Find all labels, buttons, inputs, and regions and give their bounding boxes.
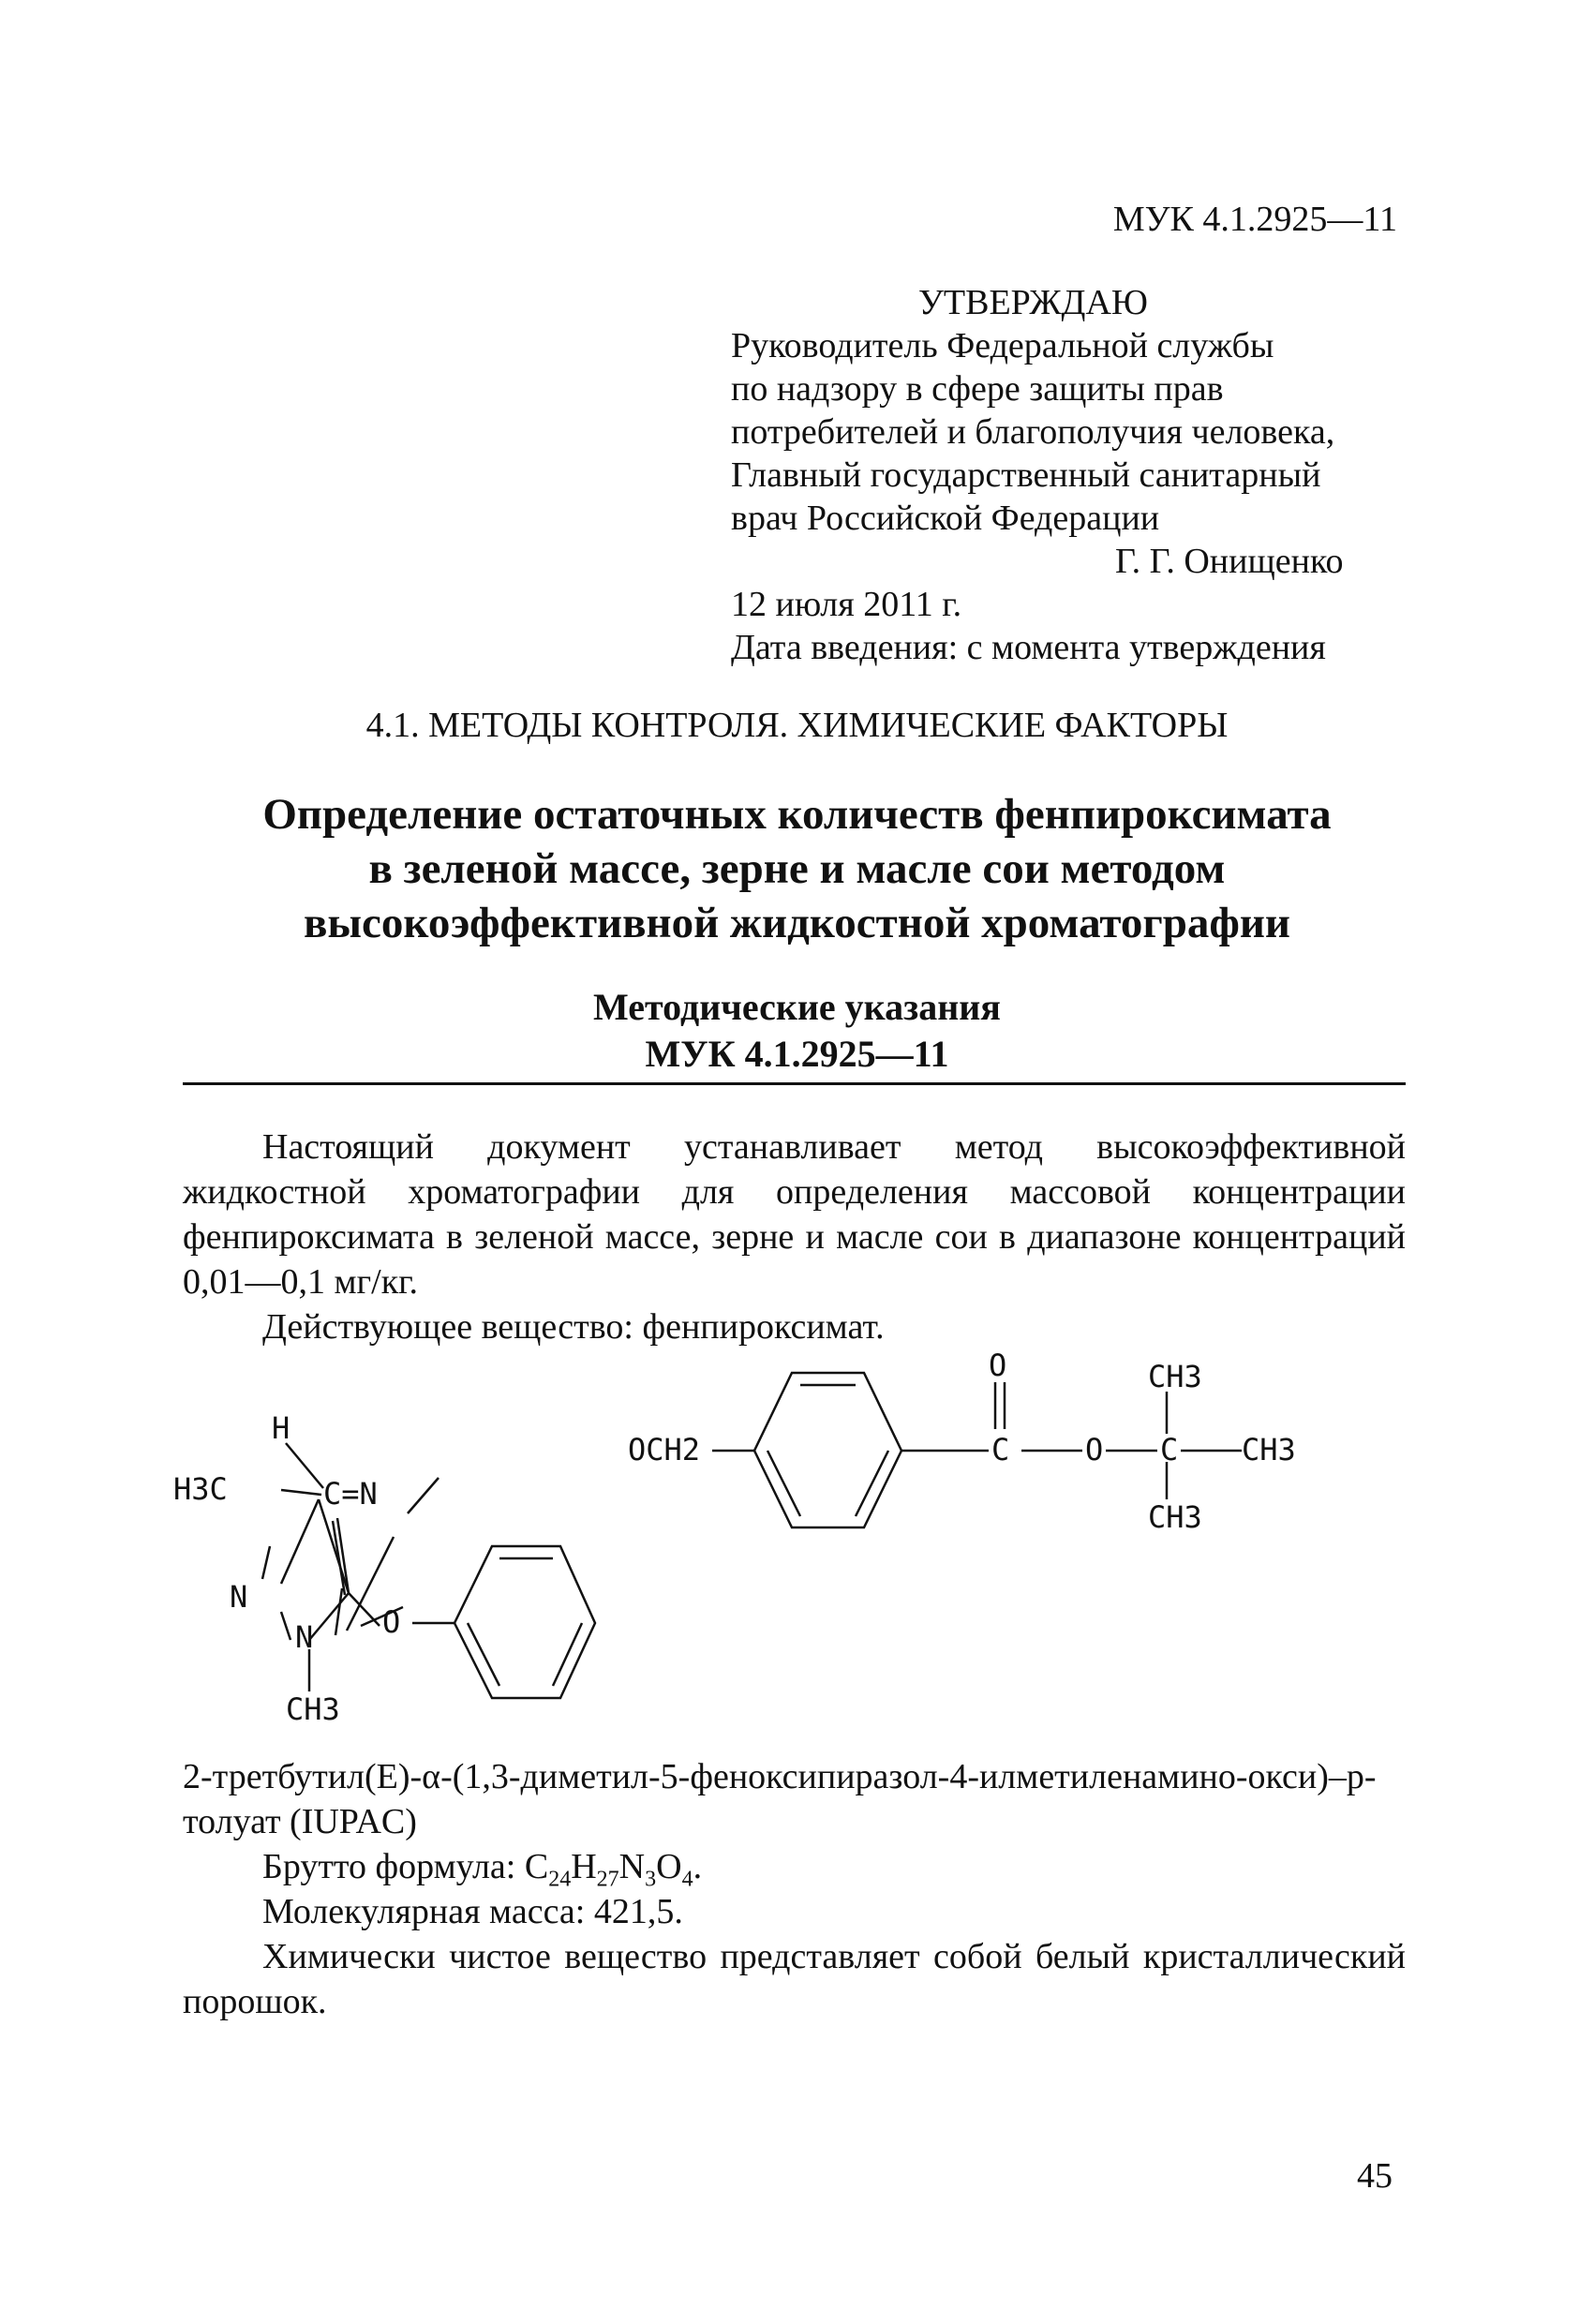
- title-rule: [183, 1082, 1406, 1085]
- formula-part: C: [524, 1847, 549, 1886]
- section-heading: 4.1. МЕТОДЫ КОНТРОЛЯ. ХИМИЧЕСКИЕ ФАКТОРЫ: [365, 706, 1229, 745]
- formula-label-ch3-n: CH3: [286, 1691, 340, 1727]
- formula-label-och2: OCH2: [628, 1432, 701, 1467]
- formula-label-c-carbonyl: C: [991, 1432, 1010, 1467]
- subtitle-line: Методические указания: [593, 986, 1001, 1028]
- formula-subscript: 4: [681, 1867, 693, 1892]
- approval-heading: УТВЕРЖДАЮ: [918, 283, 1148, 322]
- formula-subscript: 27: [596, 1867, 619, 1892]
- title-line: высокоэффективной жидкостной хроматографии: [303, 899, 1291, 947]
- approval-effective: Дата введения: с момента утверждения: [731, 628, 1326, 667]
- intro-paragraph: Настоящий документ устанавливает метод высокоэффективной жидкостной хроматографии для определения массовой концентрации фенпироксимата в зеленой массе, зерне и масле сои в диапазоне концентраций 0,01—0,1 мг/кг.: [183, 1127, 1406, 1302]
- formula-end: .: [693, 1847, 703, 1886]
- formula-label-h: H: [272, 1410, 290, 1446]
- formula-label-n2: N: [295, 1619, 314, 1655]
- approval-line: Руководитель Федеральной службы: [731, 326, 1274, 365]
- formula-label-c-quat: C: [1160, 1432, 1179, 1467]
- formula-label-o-ether: O: [382, 1604, 401, 1640]
- subtitle-line: МУК 4.1.2925—11: [645, 1033, 949, 1075]
- formula-label-o-top: O: [989, 1348, 1007, 1383]
- approval-line: Главный государственный санитарный: [731, 455, 1321, 495]
- active-substance: Действующее вещество: фенпироксимат.: [262, 1307, 885, 1347]
- document-number: МУК 4.1.2925—11: [1112, 200, 1397, 239]
- formula-part: N: [618, 1847, 646, 1886]
- formula-part: H: [571, 1847, 597, 1886]
- approval-block: [731, 281, 1343, 669]
- formula-subscript: 3: [645, 1867, 657, 1892]
- title-line: Определение остаточных количеств фенпироксимата: [262, 790, 1332, 839]
- molar-mass: Молекулярная масса: 421,5.: [262, 1892, 683, 1931]
- approval-line: врач Российской Федерации: [731, 499, 1160, 538]
- page-number: 45: [1357, 2156, 1393, 2196]
- formula-label-n1: N: [230, 1579, 248, 1615]
- approval-date: 12 июля 2011 г.: [731, 585, 962, 624]
- formula-label-ch3-top: CH3: [1148, 1359, 1202, 1394]
- formula-label-o-ester: O: [1085, 1432, 1104, 1467]
- formula-label-ch3-right: CH3: [1242, 1432, 1296, 1467]
- description-paragraph: Химически чистое вещество представляет собой белый кристаллический порошок.: [183, 1937, 1406, 2021]
- formula-part: O: [656, 1847, 682, 1886]
- formula-bonds: [262, 1373, 1242, 1698]
- formula-subscript: 24: [548, 1867, 572, 1892]
- approval-line: потребителей и благополучия человека,: [731, 412, 1335, 452]
- iupac-name: 2-третбутил(E)-α-(1,3-диметил-5-феноксипиразол-4-илметиленамино-окси)–p-толуат (IUPAC): [183, 1757, 1377, 1841]
- document-subtitle: [0, 984, 1594, 1078]
- formula-label-c-eq-n: C=N: [323, 1476, 378, 1512]
- title-line: в зеленой массе, зерне и масле сои методом: [368, 844, 1226, 893]
- approval-signatory: Г. Г. Онищенко: [1115, 542, 1344, 581]
- structural-formula: [173, 1348, 1368, 1743]
- gross-formula-label: Брутто формула:: [262, 1847, 516, 1886]
- approval-line: по надзору в сфере защиты прав: [731, 369, 1224, 409]
- document-title: [0, 787, 1594, 950]
- formula-label-ch3-bottom: CH3: [1148, 1499, 1202, 1535]
- formula-label-h3c: H3C: [173, 1471, 228, 1507]
